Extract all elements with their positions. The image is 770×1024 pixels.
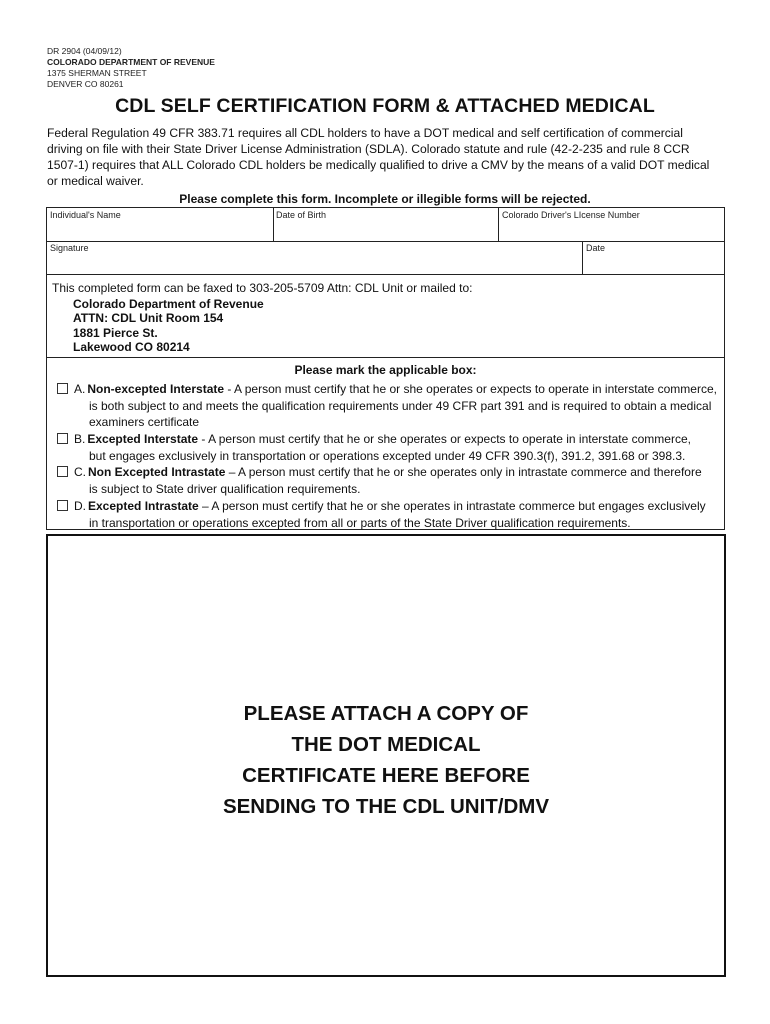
option-b xyxy=(57,431,722,464)
option-description-continued: is both subject to and meets the qualification requirements under 49 CFR part 391 and is required to obtain a medical xyxy=(89,398,712,413)
date-of-birth-field[interactable]: Date of Birth xyxy=(276,210,327,220)
signature-field[interactable]: Signature xyxy=(50,243,89,253)
address-line: 1881 Pierce St. xyxy=(73,325,158,340)
option-description-continued: examiners certificate xyxy=(89,415,200,430)
attach-line: SENDING TO THE CDL UNIT/DMV xyxy=(222,795,550,818)
attach-instructions xyxy=(48,698,724,822)
row-divider xyxy=(47,241,724,242)
option-description: – A person must certify that he or she operates only in intrastate commerce and therefore xyxy=(225,465,702,479)
address-line: ATTN: CDL Unit Room 154 xyxy=(73,311,224,326)
option-a xyxy=(57,381,722,431)
address-line: Colorado Department of Revenue xyxy=(73,297,264,311)
option-description-continued: in transportation or operations excepted from all or parts of the State Driver qualification requirements. xyxy=(89,515,631,530)
form-table xyxy=(46,207,725,530)
attach-line: CERTIFICATE HERE BEFORE xyxy=(242,764,530,787)
intro-line: 1507-1) requires that ALL Colorado CDL holders be medically qualified to drive a CMV by the means of a valid DOT medical xyxy=(47,158,710,172)
checkbox-empty-icon[interactable] xyxy=(57,466,68,477)
date-field[interactable]: Date xyxy=(586,243,606,253)
checkbox-empty-icon[interactable] xyxy=(57,383,68,394)
option-description-continued: is subject to State driver qualification requirements. xyxy=(89,481,361,496)
individual-name-field[interactable]: Individual's Name xyxy=(50,210,121,220)
intro-line: Federal Regulation 49 CFR 383.71 requires all CDL holders to have a DOT medical and self certification of commercial xyxy=(47,126,683,140)
intro-paragraph xyxy=(47,125,730,189)
page-title: CDL SELF CERTIFICATION FORM & ATTACHED MEDICAL xyxy=(115,95,655,117)
option-letter: C. xyxy=(74,465,86,479)
intro-line: or medical waiver. xyxy=(47,174,144,188)
option-description: - A person must certify that he or she operates or expects to operate in interstate commerce, xyxy=(224,382,717,396)
form-header xyxy=(47,46,215,90)
option-description: – A person must certify that he or she operates in intrastate commerce but engages exclusively xyxy=(198,499,706,513)
column-divider xyxy=(273,208,274,241)
attach-line: PLEASE ATTACH A COPY OF xyxy=(243,702,529,725)
medical-certificate-attachment-area xyxy=(46,534,726,977)
option-c xyxy=(57,464,722,497)
mailing-address xyxy=(73,297,264,354)
attach-line: THE DOT MEDICAL xyxy=(291,733,481,756)
checkbox-empty-icon[interactable] xyxy=(57,433,68,444)
row-divider xyxy=(47,274,724,275)
row-divider xyxy=(47,357,724,358)
intro-line: driving on file with their State Driver License Administration (SDLA). Colorado statute and rule (42-2-235 and rule 8 CCR xyxy=(47,142,690,156)
option-d xyxy=(57,498,722,531)
license-number-field[interactable]: Colorado Driver's LIcense Number xyxy=(502,210,640,220)
department-name: COLORADO DEPARTMENT OF REVENUE xyxy=(47,57,215,67)
department-street: 1375 SHERMAN STREET xyxy=(47,68,147,78)
fax-instructions: This completed form can be faxed to 303-205-5709 Attn: CDL Unit or mailed to: xyxy=(52,281,473,295)
address-line: Lakewood CO 80214 xyxy=(73,339,190,354)
option-name: Excepted Intrastate xyxy=(88,499,199,513)
option-name: Excepted Interstate xyxy=(87,432,199,446)
column-divider xyxy=(582,241,583,274)
option-name: Non-excepted Interstate xyxy=(87,382,225,396)
instruction-text: Please complete this form. Incomplete or illegible forms will be rejected. xyxy=(179,192,591,206)
department-city: DENVER CO 80261 xyxy=(47,79,124,89)
option-description-continued: but engages exclusively in transportation or operations excepted under 49 CFR 390.3(f), 391.2, 391.68 or 398.3. xyxy=(89,448,686,463)
option-letter: A. xyxy=(74,382,86,396)
checkbox-empty-icon[interactable] xyxy=(57,500,68,511)
column-divider xyxy=(498,208,499,241)
option-letter: D. xyxy=(74,499,86,513)
option-letter: B. xyxy=(74,432,86,446)
option-name: Non Excepted Intrastate xyxy=(88,465,226,479)
form-number: DR 2904 (04/09/12) xyxy=(47,46,122,56)
mark-box-heading: Please mark the applicable box: xyxy=(294,363,477,377)
option-description: - A person must certify that he or she operates or expects to operate in interstate commerce, xyxy=(198,432,691,446)
